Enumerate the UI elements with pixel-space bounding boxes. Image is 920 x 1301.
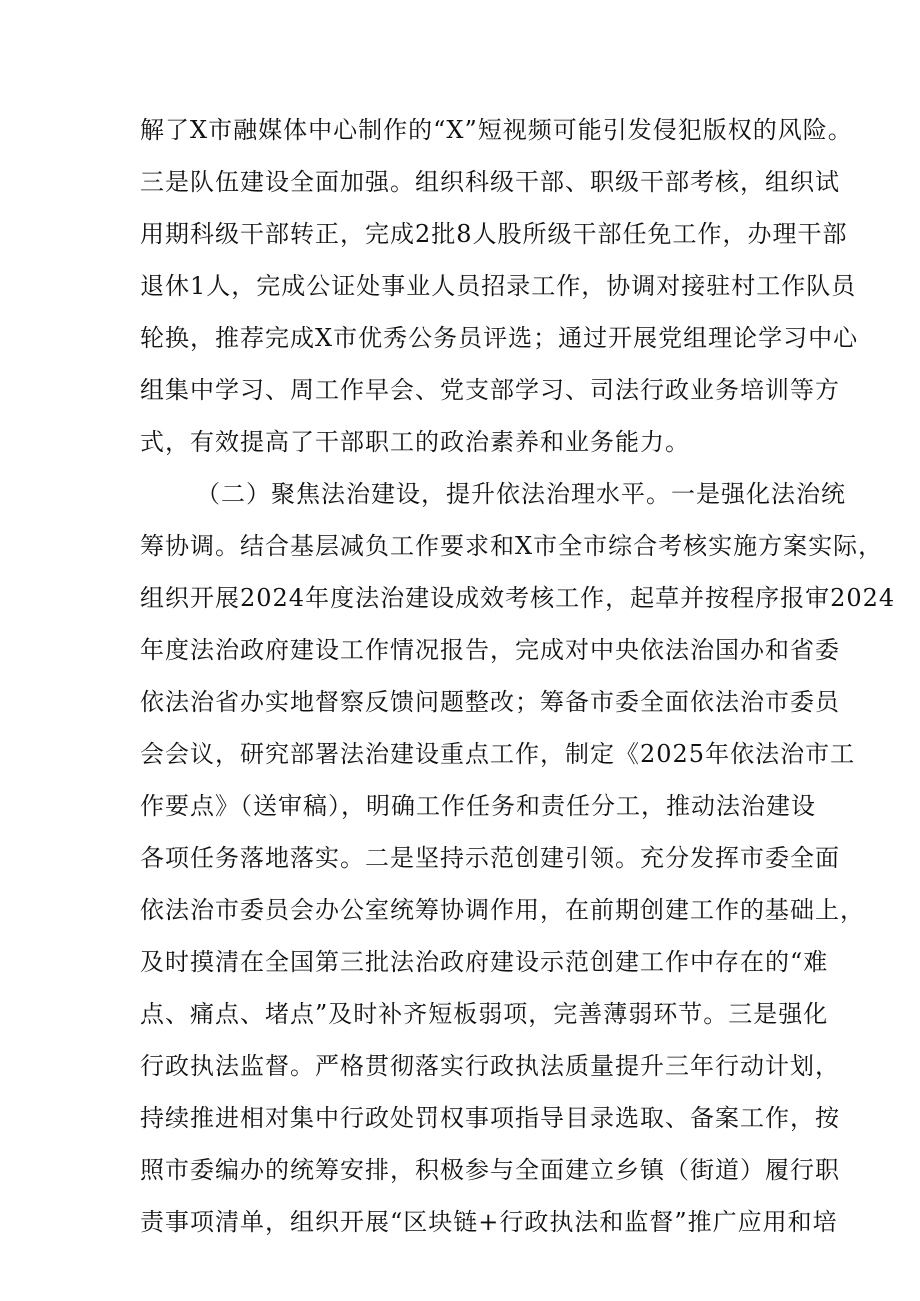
text-line: 组织开展2024年度法治建设成效考核工作，起草并按程序报审2024 — [140, 584, 896, 612]
text-line: 作要点》（送审稿），明确工作任务和责任分工，推动法治建设 — [140, 792, 816, 820]
text-line: 依法治市委员会办公室统筹协调作用，在前期创建工作的基础上， — [140, 896, 865, 924]
text-line: 三是队伍建设全面加强。组织科级干部、职级干部考核，组织试 — [140, 168, 840, 196]
text-line: 依法治省办实地督察反馈问题整改；筹备市委全面依法治市委员 — [140, 688, 840, 716]
text-line: 会会议，研究部署法治建设重点工作，制定《2025年依法治市工 — [140, 740, 856, 768]
text-line: 及时摸清在全国第三批法治政府建设示范创建工作中存在的“难 — [140, 948, 829, 976]
text-line: 筹协调。结合基层减负工作要求和X市全市综合考核实施方案实际， — [140, 532, 884, 560]
body-text — [140, 104, 896, 1248]
text-line: 用期科级干部转正，完成2批8人股所级干部任免工作，办理干部 — [140, 220, 848, 248]
text-line: 解了X市融媒体中心制作的“X”短视频可能引发侵犯版权的风险。 — [140, 116, 853, 144]
text-line: 行政执法监督。严格贯彻落实行政执法质量提升三年行动计划， — [140, 1052, 840, 1080]
text-line: 照市委编办的统筹安排，积极参与全面建立乡镇（街道）履行职 — [140, 1156, 840, 1184]
text-line: 责事项清单，组织开展“区块链+行政执法和监督”推广应用和培 — [140, 1208, 838, 1236]
text-line: 退休1人，完成公证处事业人员招录工作，协调对接驻村工作队员 — [140, 272, 857, 300]
text-line: 组集中学习、周工作早会、党支部学习、司法行政业务培训等方 — [140, 376, 840, 404]
text-line: 持续推进相对集中行政处罚权事项指导目录选取、备案工作，按 — [140, 1104, 840, 1132]
text-line: 式，有效提高了干部职工的政治素养和业务能力。 — [140, 428, 690, 456]
text-line: 轮换，推荐完成X市优秀公务员评选；通过开展党组理论学习中心 — [140, 324, 859, 352]
text-line: 各项任务落地落实。二是坚持示范创建引领。充分发挥市委全面 — [140, 844, 840, 872]
text-line: 点、痛点、堵点”及时补齐短板弱项，完善薄弱环节。三是强化 — [140, 1000, 829, 1028]
text-line: 年度法治政府建设工作情况报告，完成对中央依法治国办和省委 — [140, 636, 840, 664]
paragraph-start-line: （二）聚焦法治建设，提升依法治理水平。一是强化法治统 — [196, 480, 846, 508]
